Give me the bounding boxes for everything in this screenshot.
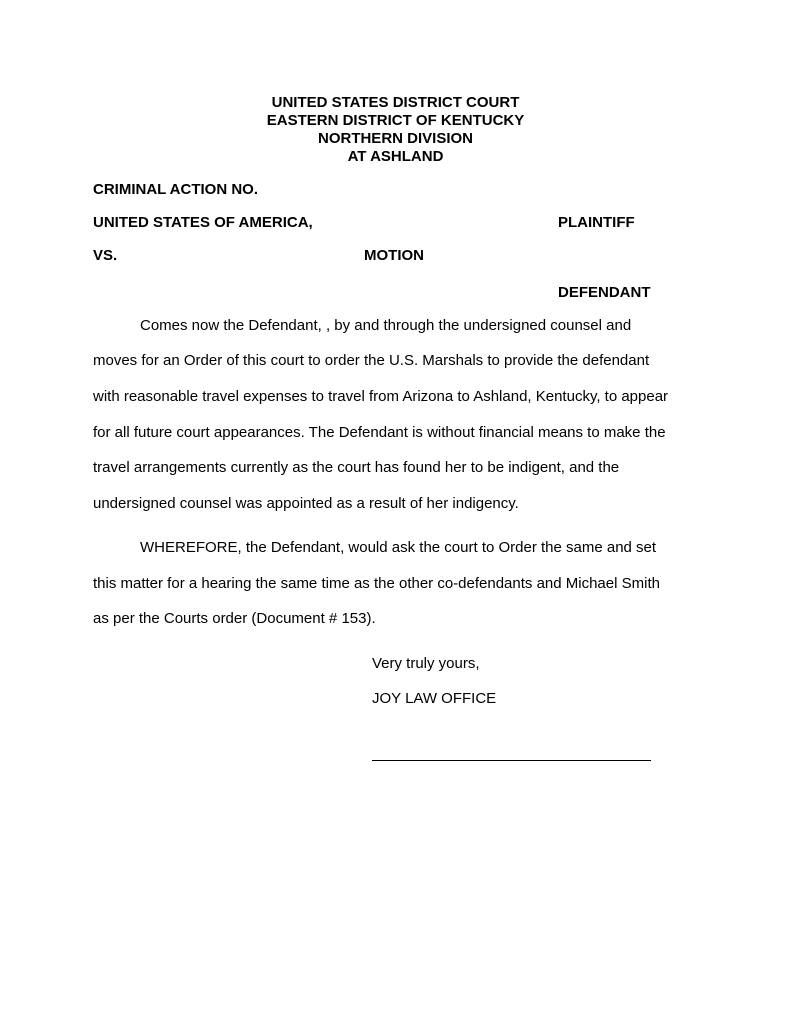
document-type-title: MOTION: [364, 247, 424, 264]
law-firm-name: JOY LAW OFFICE: [372, 690, 497, 707]
paragraph-1-line: Comes now the Defendant, , by and through the undersigned counsel and: [140, 317, 632, 334]
signature-line: [372, 760, 651, 761]
paragraph-1-line: travel arrangements currently as the court has found her to be indigent, and the: [93, 459, 620, 476]
paragraph-2-line: WHEREFORE, the Defendant, would ask the court to Order the same and set: [140, 539, 657, 556]
versus-label: VS.: [93, 247, 118, 264]
caption-division: NORTHERN DIVISION: [317, 130, 473, 147]
paragraph-1-line: for all future court appearances. The Defendant is without financial means to make the: [93, 424, 666, 441]
caption-court-name: UNITED STATES DISTRICT COURT: [271, 94, 520, 111]
closing-salutation: Very truly yours,: [372, 655, 480, 672]
court-caption: [0, 94, 791, 166]
caption-district: EASTERN DISTRICT OF KENTUCKY: [266, 112, 525, 129]
caption-location: AT ASHLAND: [347, 148, 444, 165]
plaintiff-name: UNITED STATES OF AMERICA,: [93, 214, 313, 231]
plaintiff-label: PLAINTIFF: [558, 214, 635, 231]
paragraph-1-line: undersigned counsel was appointed as a result of her indigency.: [93, 495, 519, 512]
paragraph-2-line: this matter for a hearing the same time as the other co-defendants and Michael Smith: [93, 575, 660, 592]
criminal-action-number: CRIMINAL ACTION NO.: [93, 181, 258, 198]
paragraph-1-line: with reasonable travel expenses to travel from Arizona to Ashland, Kentucky, to appear: [93, 388, 669, 405]
paragraph-2-line: as per the Courts order (Document # 153).: [93, 610, 376, 627]
defendant-label: DEFENDANT: [558, 284, 651, 301]
paragraph-1-line: moves for an Order of this court to order the U.S. Marshals to provide the defendant: [93, 352, 650, 369]
